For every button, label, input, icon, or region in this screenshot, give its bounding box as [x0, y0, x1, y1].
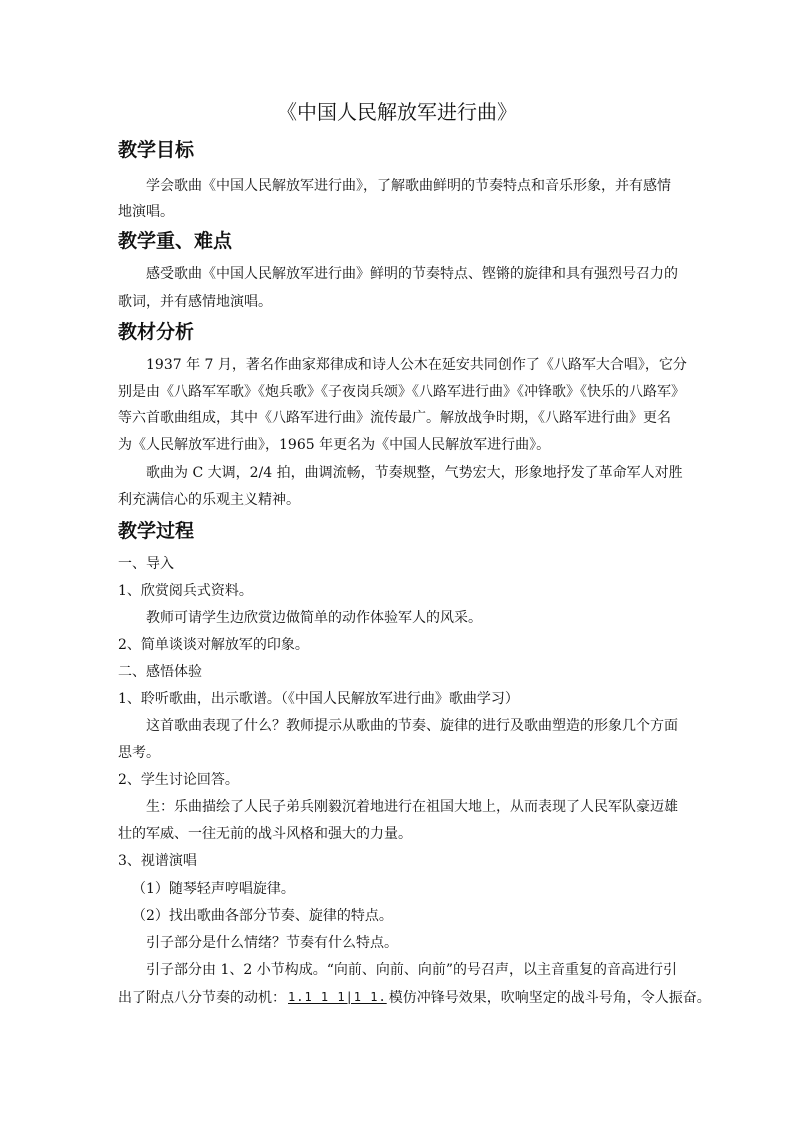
process-line-5: 二、感悟体验	[118, 664, 202, 680]
process-line-11: 壮的军威、一往无前的战斗风格和强大的力量。	[118, 826, 412, 842]
heading-teaching-process: 教学过程	[118, 520, 195, 542]
process-line-7: 这首歌曲表现了什么？教师提示从歌曲的节奏、旋律的进行及歌曲塑造的形象几个方面	[146, 718, 678, 734]
heading-material-analysis: 教材分析	[118, 321, 195, 343]
heading-key-points: 教学重、难点	[118, 230, 233, 252]
analysis-line-3: 等六首歌曲组成，其中《八路军进行曲》流传最广。解放战争时期，《八路军进行曲》更名	[118, 410, 671, 426]
process-line-17-text: 出了附点八分节奏的动机：	[118, 990, 286, 1006]
process-line-6: 1、聆听歌曲，出示歌谱。（《中国人民解放军进行曲》歌曲学习）	[118, 691, 519, 707]
process-line-9: 2、学生讨论回答。	[118, 772, 239, 788]
process-line-16: 引子部分由 1、2 小节构成。“向前、向前、向前”的号召声，以主音重复的音高进行引	[146, 962, 678, 978]
process-line-12: 3、视谱演唱	[118, 853, 197, 869]
analysis-line-5: 歌曲为 C 大调，2/4 拍，曲调流畅，节奏规整，气势宏大，形象地抒发了革命军人对胜	[146, 465, 683, 481]
heading-teaching-goals: 教学目标	[118, 139, 195, 161]
analysis-line-4: 为《人民解放军进行曲》，1965 年更名为《中国人民解放军进行曲》。	[118, 437, 551, 453]
analysis-line-6: 利充满信心的乐观主义精神。	[118, 492, 300, 508]
process-line-2: 1、欣赏阅兵式资料。	[118, 583, 253, 599]
process-line-13: （1）随琴轻声哼唱旋律。	[132, 881, 295, 897]
process-line-4: 2、简单谈谈对解放军的印象。	[118, 637, 309, 653]
process-line-17	[118, 987, 711, 1008]
process-line-3: 教师可请学生边欣赏边做简单的动作体验军人的风采。	[146, 610, 482, 626]
goals-line-2: 地演唱。	[118, 204, 174, 220]
analysis-line-1: 1937 年 7 月，著名作曲家郑律成和诗人公木在延安共同创作了《八路军大合唱》，它分	[146, 357, 687, 373]
process-line-15: 引子部分是什么情绪？节奏有什么特点。	[146, 935, 398, 951]
rhythm-notation: 1.1 1 1|1 1.	[288, 990, 387, 1004]
process-line-10: 生：乐曲描绘了人民子弟兵刚毅沉着地进行在祖国大地上，从而表现了人民军队豪迈雄	[146, 799, 678, 815]
process-line-8: 思考。	[118, 745, 160, 761]
analysis-line-2: 别是由《八路军军歌》《炮兵歌》《子夜岗兵颂》《八路军进行曲》《冲锋歌》《快乐的八路军》	[118, 384, 685, 400]
key-points-line-2: 歌词，并有感情地演唱。	[118, 294, 272, 310]
key-points-line-1: 感受歌曲《中国人民解放军进行曲》鲜明的节奏特点、铿锵的旋律和具有强烈号召力的	[146, 266, 678, 282]
process-line-14: （2）找出歌曲各部分节奏、旋律的特点。	[132, 908, 393, 924]
process-line-1: 一、导入	[118, 556, 174, 572]
process-line-17-tail: 模仿冲锋号效果，吹响坚定的战斗号角，令人振奋。	[388, 990, 711, 1006]
goals-line-1: 学会歌曲《中国人民解放军进行曲》，了解歌曲鲜明的节奏特点和音乐形象，并有感情	[146, 178, 671, 194]
document-title: 《中国人民解放军进行曲》	[277, 100, 517, 124]
